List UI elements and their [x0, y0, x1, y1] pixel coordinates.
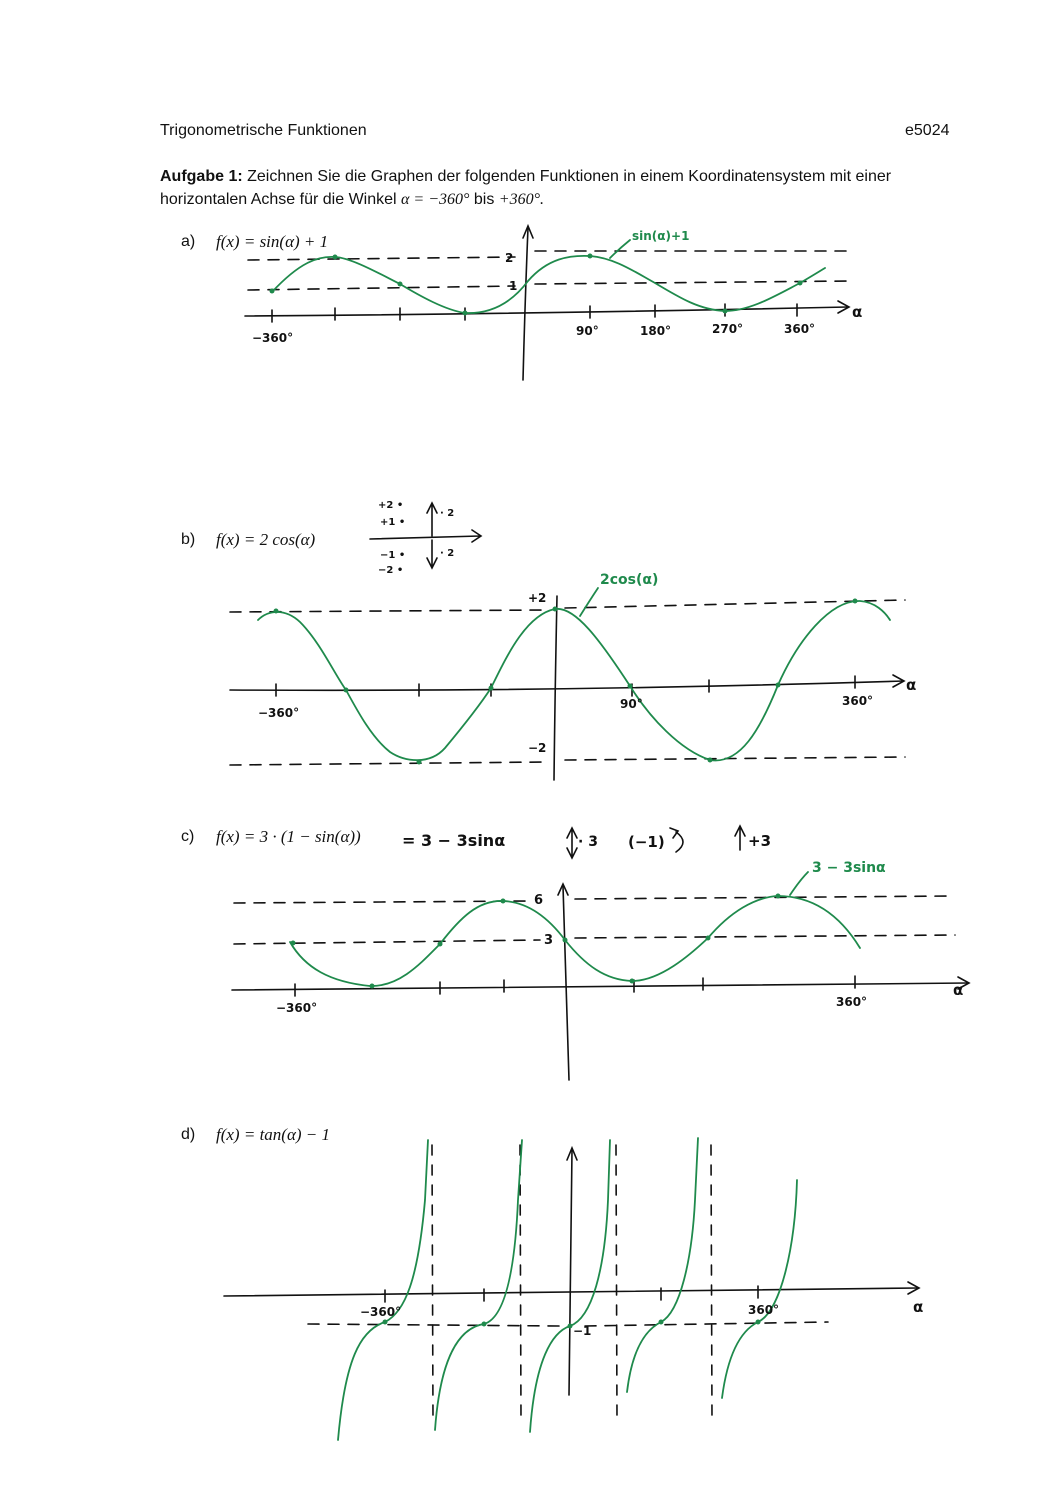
task-range-bis: bis	[473, 191, 495, 208]
dot	[630, 979, 635, 984]
task-text: Zeichnen Sie die Graphen der folgenden Funktionen in einem Koordinatensystem mit einer horizontalen Achse für die Winkel	[160, 168, 892, 208]
graph-b-tick-label: 90°	[620, 697, 643, 711]
graph-a-dash-mid	[248, 281, 850, 290]
dot	[482, 1322, 487, 1327]
graph-b	[230, 503, 905, 780]
graph-b-y-label-top: +2	[528, 591, 547, 605]
graph-b-x-axis	[230, 681, 903, 690]
graph-b-side-note: +2 •	[378, 500, 404, 511]
dot	[398, 282, 403, 287]
graph-a-x-label: α	[852, 303, 863, 321]
graph-b-side-note: +1 •	[380, 517, 406, 528]
task-range-start: α = −360°	[401, 191, 470, 208]
graph-d-tick-label: 360°	[748, 1303, 780, 1317]
dot	[588, 254, 593, 259]
dot	[706, 936, 711, 941]
dot	[274, 609, 279, 614]
dot	[568, 1324, 573, 1329]
curve-c	[290, 896, 860, 986]
dot	[798, 281, 803, 286]
graph-b-side-note: −2 •	[378, 565, 404, 576]
graph-c-dash-mid	[234, 935, 955, 944]
dot	[344, 688, 349, 693]
graph-a-tick-label: −360°	[252, 331, 294, 345]
graph-b-x-label: α	[906, 676, 917, 694]
dot	[708, 758, 713, 763]
graph-b-tick-label: 360°	[842, 694, 874, 708]
graph-c-y-label-top: 6	[534, 893, 544, 908]
graph-c-y-axis	[563, 886, 569, 1080]
graph-b-side-arrow	[370, 530, 481, 542]
curve-b-label-leader	[580, 588, 598, 616]
part-a-formula: f(x) = sin(α) + 1	[216, 232, 329, 251]
graph-b-curve-label: 2cos(α)	[600, 572, 659, 588]
dot	[756, 1320, 761, 1325]
dot	[270, 289, 275, 294]
graph-b-dash-top	[230, 600, 905, 612]
dot	[628, 684, 633, 689]
task-label: Aufgabe 1:	[160, 168, 243, 185]
part-d-label: d)	[181, 1126, 196, 1143]
curve-d-2	[435, 1140, 522, 1430]
dot	[501, 899, 506, 904]
dot	[776, 894, 781, 899]
graph-c-dash-top	[234, 896, 950, 903]
graph-a-tick-label: 360°	[784, 322, 816, 336]
graph-c-scale-arrow	[567, 828, 577, 858]
graph-b-y-label-bottom: −2	[528, 741, 547, 755]
graph-c-step-2: (−1)	[628, 833, 665, 851]
dot	[291, 941, 296, 946]
graph-d-y-label-mid: −1	[573, 1324, 592, 1338]
graph-c-rewrite: = 3 − 3sinα	[402, 831, 506, 850]
dot	[417, 760, 422, 765]
graph-a-curve-label: sin(α)+1	[632, 229, 690, 243]
curve-a	[272, 256, 825, 313]
graph-b-ticks	[276, 676, 855, 696]
graph-a-tick-label: 90°	[576, 324, 599, 338]
graph-d-y-axis	[569, 1150, 572, 1395]
graph-a-y-label-top: 2	[505, 251, 514, 265]
graph-c-tick-label: −360°	[276, 1001, 318, 1015]
graph-a-tick-label: 270°	[712, 322, 744, 336]
graph-b-y-axis	[554, 596, 557, 780]
graph-c-x-axis	[232, 983, 968, 990]
graph-b-up-arrow	[427, 503, 437, 536]
graph-c-shift-arrow	[735, 826, 745, 850]
dot	[776, 683, 781, 688]
dot	[438, 942, 443, 947]
dot	[463, 311, 468, 316]
graph-c-flip-arrow	[670, 828, 683, 852]
graph-b-dash-bottom	[230, 757, 905, 765]
graph-b-down-arrow	[427, 540, 437, 568]
graph-a-y-label-mid: 1	[509, 279, 518, 293]
graph-a-dash-top	[248, 251, 850, 260]
graph-d	[224, 1145, 919, 1420]
dot	[659, 1320, 664, 1325]
curve-c-label-leader	[790, 872, 808, 895]
curve-d-1	[338, 1140, 428, 1440]
part-c-formula: f(x) = 3 · (1 − sin(α))	[216, 827, 361, 846]
dot	[489, 686, 494, 691]
dot	[370, 984, 375, 989]
graph-c-curve-label: 3 − 3sinα	[812, 860, 886, 876]
part-d-formula: f(x) = tan(α) − 1	[216, 1125, 331, 1144]
graph-c-step-1: · 3	[578, 834, 598, 850]
part-b-formula: f(x) = 2 cos(α)	[216, 530, 316, 549]
dot	[553, 607, 558, 612]
part-a-label: a)	[181, 233, 196, 250]
graph-b-side-note: −1 •	[380, 550, 406, 561]
dot	[853, 599, 858, 604]
curve-b	[258, 601, 890, 760]
graph-c-x-label: α	[953, 981, 964, 999]
graph-a-y-axis	[523, 228, 528, 380]
part-b-label: b)	[181, 531, 196, 548]
dot	[563, 938, 568, 943]
dot	[333, 255, 338, 260]
curve-a-label-leader	[610, 240, 630, 258]
graph-c-tick-label: 360°	[836, 995, 868, 1009]
document-title: Trigonometrische Funktionen	[160, 122, 367, 139]
graph-b-side-note: · 2	[440, 548, 455, 559]
graph-b-tick-label: −360°	[258, 706, 300, 720]
graph-d-tick-label: −360°	[360, 1305, 402, 1319]
part-c-label: c)	[181, 828, 195, 845]
dot	[383, 1320, 388, 1325]
document-code: e5024	[905, 122, 950, 139]
curve-d-4	[627, 1138, 698, 1392]
graph-c-step-3: +3	[748, 832, 772, 850]
graph-d-x-label: α	[913, 1298, 924, 1316]
task-range-end: +360°.	[498, 191, 544, 208]
graph-c-y-label-mid: 3	[544, 933, 554, 948]
graph-a-tick-label: 180°	[640, 324, 672, 338]
graph-b-side-note: · 2	[440, 508, 455, 519]
dot	[723, 309, 728, 314]
